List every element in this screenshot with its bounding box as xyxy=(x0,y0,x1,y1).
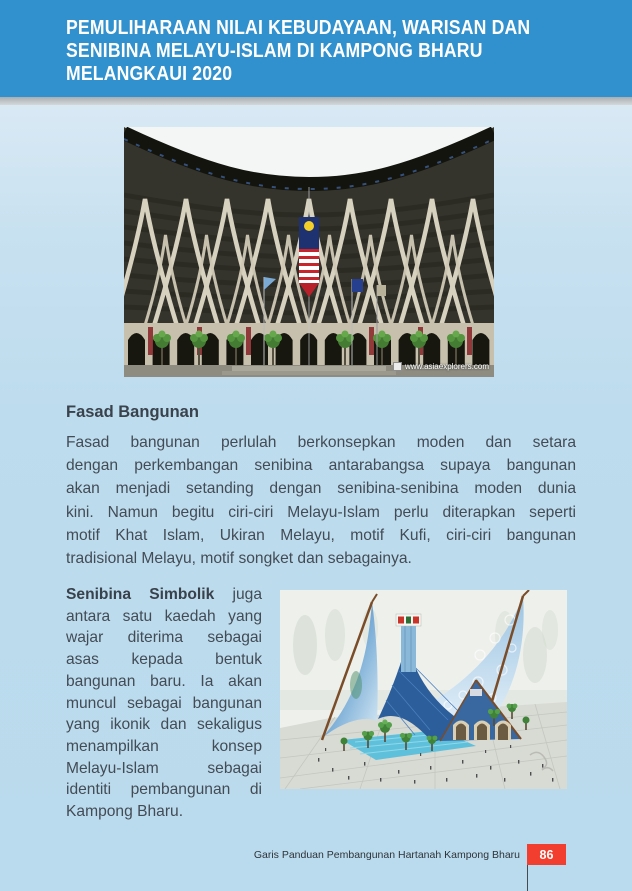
building-facade-photo xyxy=(124,127,494,377)
section-heading-fasad-bangunan: Fasad Bangunan xyxy=(66,402,199,421)
photo-watermark: www.asiaexplorers.com xyxy=(393,362,489,371)
text-line: Kampong Bharu. xyxy=(66,803,184,821)
text-line: motif Khat Islam, Ukiran Melayu, motif Kufi, ciri-ciri bangunan xyxy=(66,526,576,544)
text-line: menampilkan konsep xyxy=(66,737,262,755)
text-line: Fasad bangunan perlulah berkonsepkan moden dan setara xyxy=(66,434,576,451)
section2 xyxy=(66,584,567,823)
text-line: tradisional Melayu, motif songket dan sebagainya. xyxy=(66,550,412,568)
footer-title: Garis Panduan Pembangunan Hartanah Kampong Bharu xyxy=(253,848,520,861)
section-heading-senibina-simbolik: Senibina Simbolik xyxy=(66,586,215,603)
page-header xyxy=(0,0,632,97)
text-line: antara satu kaedah yang xyxy=(66,607,262,625)
text-line: asas kepada bentuk xyxy=(66,651,262,669)
page-title xyxy=(66,16,530,85)
section1-paragraph xyxy=(66,431,576,570)
page-title-line-2: SENIBINA MELAYU-ISLAM DI KAMPONG BHARU xyxy=(66,39,483,62)
page-title-line-1: PEMULIHARAAN NILAI KEBUDAYAAN, WARISAN DAN xyxy=(66,16,531,39)
section2-first-line: Senibina Simbolik juga xyxy=(66,586,262,603)
tower xyxy=(401,624,416,672)
sail-roof-building-illustration xyxy=(280,590,567,789)
page-title-line-3: MELANGKAUI 2020 xyxy=(66,62,233,85)
text-line: identiti pembangunan di xyxy=(66,781,262,799)
text-line: yang ikonik dan sekaligus xyxy=(66,716,262,734)
page-badge-line xyxy=(527,865,528,891)
text-line: kini. Namun begitu ciri-ciri Melayu-Islam perlu diterapkan seperti xyxy=(66,503,576,521)
text-line: muncul sebagai bangunan xyxy=(66,694,262,712)
text-line: Melayu-Islam sebagai xyxy=(66,759,262,777)
text-line: bangunan baru. Ia akan xyxy=(66,672,262,690)
symbolic-architecture-render xyxy=(280,590,567,789)
page-number-badge: 86 xyxy=(527,844,566,865)
gable-arches xyxy=(453,721,511,741)
text-line: dengan perkembangan senibina antarabangsa supaya bangunan xyxy=(66,457,576,475)
text-line: akan menjadi setanding dengan senibina-senibina moden dunia xyxy=(66,480,576,498)
text-line: wajar diterima sebagai xyxy=(66,629,262,647)
building-facade-illustration xyxy=(124,127,494,377)
watermark-logo-icon xyxy=(393,362,402,371)
header-shadow-strip xyxy=(0,97,632,105)
